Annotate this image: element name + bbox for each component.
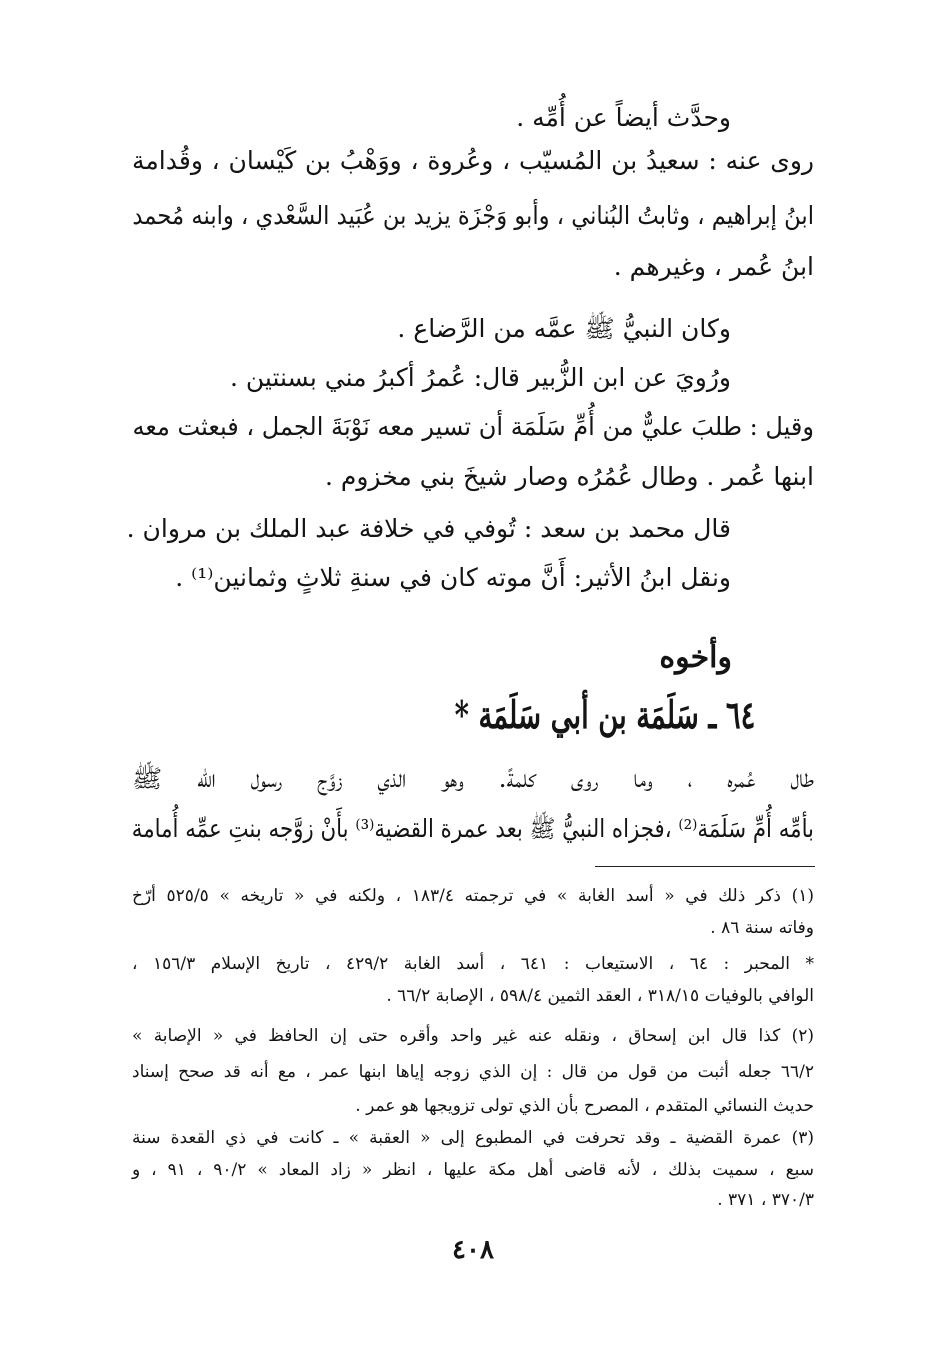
footnote-1-line-1: (١) ذكر ذلك في « أسد الغابة » في ترجمته ١٨٣/٤ ، ولكنه في « تاريخه » ٥٢٥/٥ أرّخ [132, 886, 814, 906]
footnote-4-line-3: ٣٧٠/٣ ، ٣٧١ . [717, 1190, 814, 1210]
footnote-4-line-2: سبع ، سميت بذلك ، لأنه قاضى أهل مكة عليها ، انظر « زاد المعاد » ٩٠/٢ ، ٩١ ، و [132, 1160, 814, 1180]
footnote-3-line-2: ٦٦/٢ جعله أثبت من قول من قال : إن الذي زوجه إياها ابنها عمر ، مع أنه قد صحح إسناد [132, 1062, 814, 1082]
body-line-9: قال محمد بن سعد : تُوفي في خلافة عبد الملك بن مروان . [126, 514, 731, 543]
footnote-2-line-1: * المحبر : ٦٤ ، الاستيعاب : ٦٤١ ، أسد الغابة ٤٢٩/٢ ، تاريخ الإسلام ١٥٦/٣ ، [132, 954, 815, 974]
footnote-4-line-1: (٣) عمرة القضية ـ وقد تحرفت في المطبوع إلى « العقبة » ـ كانت في ذي القعدة سنة [132, 1128, 814, 1148]
body-line-5: وكان النبيُّ ﷺ عمَّه من الرَّضاع . [397, 314, 731, 343]
body-line-10: ونقل ابنُ الأثير: أَنَّ موته كان في سنةِ ثلاثٍ وثمانين⁽¹⁾ . [175, 563, 731, 592]
footnote-divider [595, 866, 815, 867]
body-line-1: وحدَّث أيضاً عن أُمِّه . [516, 103, 731, 132]
page-number: ٤٠٨ [452, 1235, 494, 1265]
footnote-3-line-3: حديث النسائي المتقدم ، المصرح بأن الذي تولى تزويجها هو عمر . [355, 1096, 814, 1116]
section-subheading: وأخوه [659, 640, 732, 675]
footnote-1-line-2: وفاته سنة ٨٦ . [710, 918, 814, 938]
body2-line-1: طال عُمره ، وما روى كلمةً. وهو الذي زوَّج رسول الله ﷺ [132, 764, 814, 793]
footnote-2-line-2: الوافي بالوفيات ٣١٨/١٥ ، العقد الثمين ٥٩٨/٤ ، الإصابة ٦٦/٢ . [386, 986, 814, 1006]
body-line-8: ابنها عُمر . وطال عُمُرُه وصار شيخَ بني مخزوم . [324, 462, 814, 491]
body-line-4: ابنُ عُمر ، وغيرهم . [613, 252, 814, 281]
body-line-3: ابنُ إبراهيم ، وثابتُ البُناني ، وأبو وَجْزَة يزيد بن عُبَيد السَّعْدي ، وابنه مُحمد [132, 201, 814, 230]
body-line-2: روى عنه : سعيدُ بن المُسيّب ، وعُروة ، ووَهْبُ بن كَيْسان ، وقُدامة [132, 146, 814, 175]
body-line-7: وقيل : طلبَ عليٌّ من أُمِّ سَلَمَة أن تسير معه نَوْبَةَ الجمل ، فبعثت معه [132, 412, 814, 441]
entry-title: ٦٤ ـ سَلَمَة بن أبي سَلَمَة * [454, 692, 756, 737]
footnote-3-line-1: (٢) كذا قال ابن إسحاق ، ونقله عنه غير واحد وأقره حتى إن الحافظ في « الإصابة » [132, 1026, 814, 1046]
body2-line-2: بأمِّه أُمِّ سَلَمَة⁽²⁾ ،فجزاه النبيُّ ﷺ بعد عمرة القضية⁽³⁾ بأَنْ زوَّجه بنتِ عمِّه أُمامة [131, 814, 814, 843]
body-line-6: ورُويَ عن ابن الزُّبير قال: عُمرُ أكبرُ مني بسنتين . [230, 363, 731, 392]
